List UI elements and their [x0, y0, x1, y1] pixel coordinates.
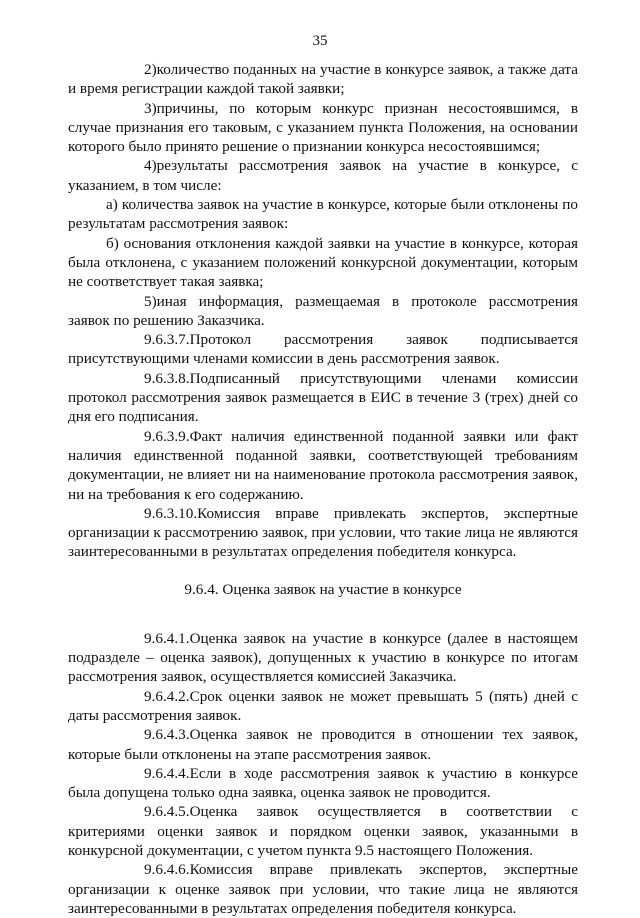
clause-9-6-4-2 [68, 687, 578, 726]
document-body [68, 60, 578, 918]
clause-text: Оценка заявок осуществляется в соответствии с критериями оценки заявок и порядком оценки заявок, указанными в конкурсной документации, с учетом пункта 9.5 настоящего Положения. [68, 803, 578, 859]
clause-text: Оценка заявок на участие в конкурсе (далее в настоящем подразделе – оценка заявок), допущенных к участию в конкурсе по итогам рассмотрения заявок, осуществляется комиссией Заказчика. [68, 629, 578, 686]
clause-number: 9.6.4.5. [144, 803, 190, 821]
clause-number: 9.6.3.8. [144, 369, 190, 387]
clause-9-6-3-9 [68, 427, 578, 504]
clause-number: 9.6.4.4. [144, 764, 190, 782]
item-number: 4) [144, 157, 157, 175]
clause-9-6-4-1 [68, 629, 578, 687]
item-text: б) основания отклонения каждой заявки на участие в конкурсе, которая была отклонена, с указанием положений конкурсной документации, которым не соответствует такая заявка; [68, 234, 578, 291]
clause-9-6-4-4 [68, 764, 578, 803]
list-item-2 [68, 60, 578, 99]
clause-9-6-3-8 [68, 369, 578, 427]
clause-9-6-4-6 [68, 860, 578, 918]
clause-9-6-4-3 [68, 725, 578, 764]
clause-9-6-3-7 [68, 330, 578, 369]
item-number: 2) [144, 61, 157, 78]
clause-number: 9.6.4.3. [144, 726, 190, 744]
section-heading: 9.6.4. Оценка заявок на участие в конкурсе [184, 580, 462, 598]
item-text: причины, по которым конкурс признан несостоявшимся, в случае признания его таковым, с указанием пункта Положения, на основании которого было принято решение о признании конкурса несостоявшимся; [68, 99, 578, 156]
clause-number: 9.6.3.9. [144, 427, 190, 445]
item-text: количество поданных на участие в конкурсе заявок, а также дата и время регистрации каждой такой заявки; [68, 61, 578, 98]
item-number: 5) [144, 292, 157, 310]
clause-number: 9.6.4.2. [144, 687, 190, 705]
clause-number: 9.6.3.10. [144, 504, 198, 522]
clause-number: 9.6.4.1. [144, 629, 190, 647]
list-item-3 [68, 99, 578, 157]
item-text: иная информация, размещаемая в протоколе рассмотрения заявок по решению Заказчика. [68, 292, 578, 329]
sub-item-a [68, 195, 578, 234]
clause-text: Комиссия вправе привлекать экспертов, экспертные организации к оценке заявок при условии, что такие лица не являются заинтересованными в результатах определения победителя конкурса. [68, 861, 578, 917]
item-text: результаты рассмотрения заявок на участие в конкурсе, с указанием, в том числе: [68, 157, 578, 194]
clause-number: 9.6.4.6. [144, 861, 190, 879]
clause-text: Факт наличия единственной поданной заявки или факт наличия единственной поданной заявки, соответствующей требованиям документации, не влияет ни на наименование протокола рассмотрения заявок, ни на требования к его содержанию. [68, 427, 578, 503]
page-number: 35 [312, 33, 328, 49]
clause-text: Комиссия вправе привлекать экспертов, экспертные организации к рассмотрению заявок, при условии, что такие лица не являются заинтересованными в результатах определения победителя конкурса. [68, 504, 578, 561]
item-number: 3) [144, 99, 157, 117]
clause-number: 9.6.3.7. [144, 331, 190, 349]
list-item-5 [68, 292, 578, 331]
sub-item-b [68, 234, 578, 292]
clause-9-6-4-5 [68, 802, 578, 860]
clause-9-6-3-10 [68, 504, 578, 562]
clause-text: Если в ходе рассмотрения заявок к участию в конкурсе была допущена только одна заявка, оценка заявок не проводится. [68, 764, 578, 802]
clause-text: Срок оценки заявок не может превышать 5 (пять) дней с даты рассмотрения заявок. [68, 687, 578, 724]
clause-text: Подписанный присутствующими членами комиссии протокол рассмотрения заявок размещается в ЕИС в течение 3 (трех) дней со дня его подписания. [68, 369, 578, 426]
list-item-4 [68, 156, 578, 195]
clause-text: Протокол рассмотрения заявок подписывается присутствующими членами комиссии в день рассмотрения заявок. [68, 331, 578, 368]
clause-text: Оценка заявок не проводится в отношении тех заявок, которые были отклонены на этапе рассмотрения заявок. [68, 726, 578, 763]
item-text: а) количества заявок на участие в конкурсе, которые были отклонены по результатам рассмотрения заявок: [68, 196, 578, 233]
